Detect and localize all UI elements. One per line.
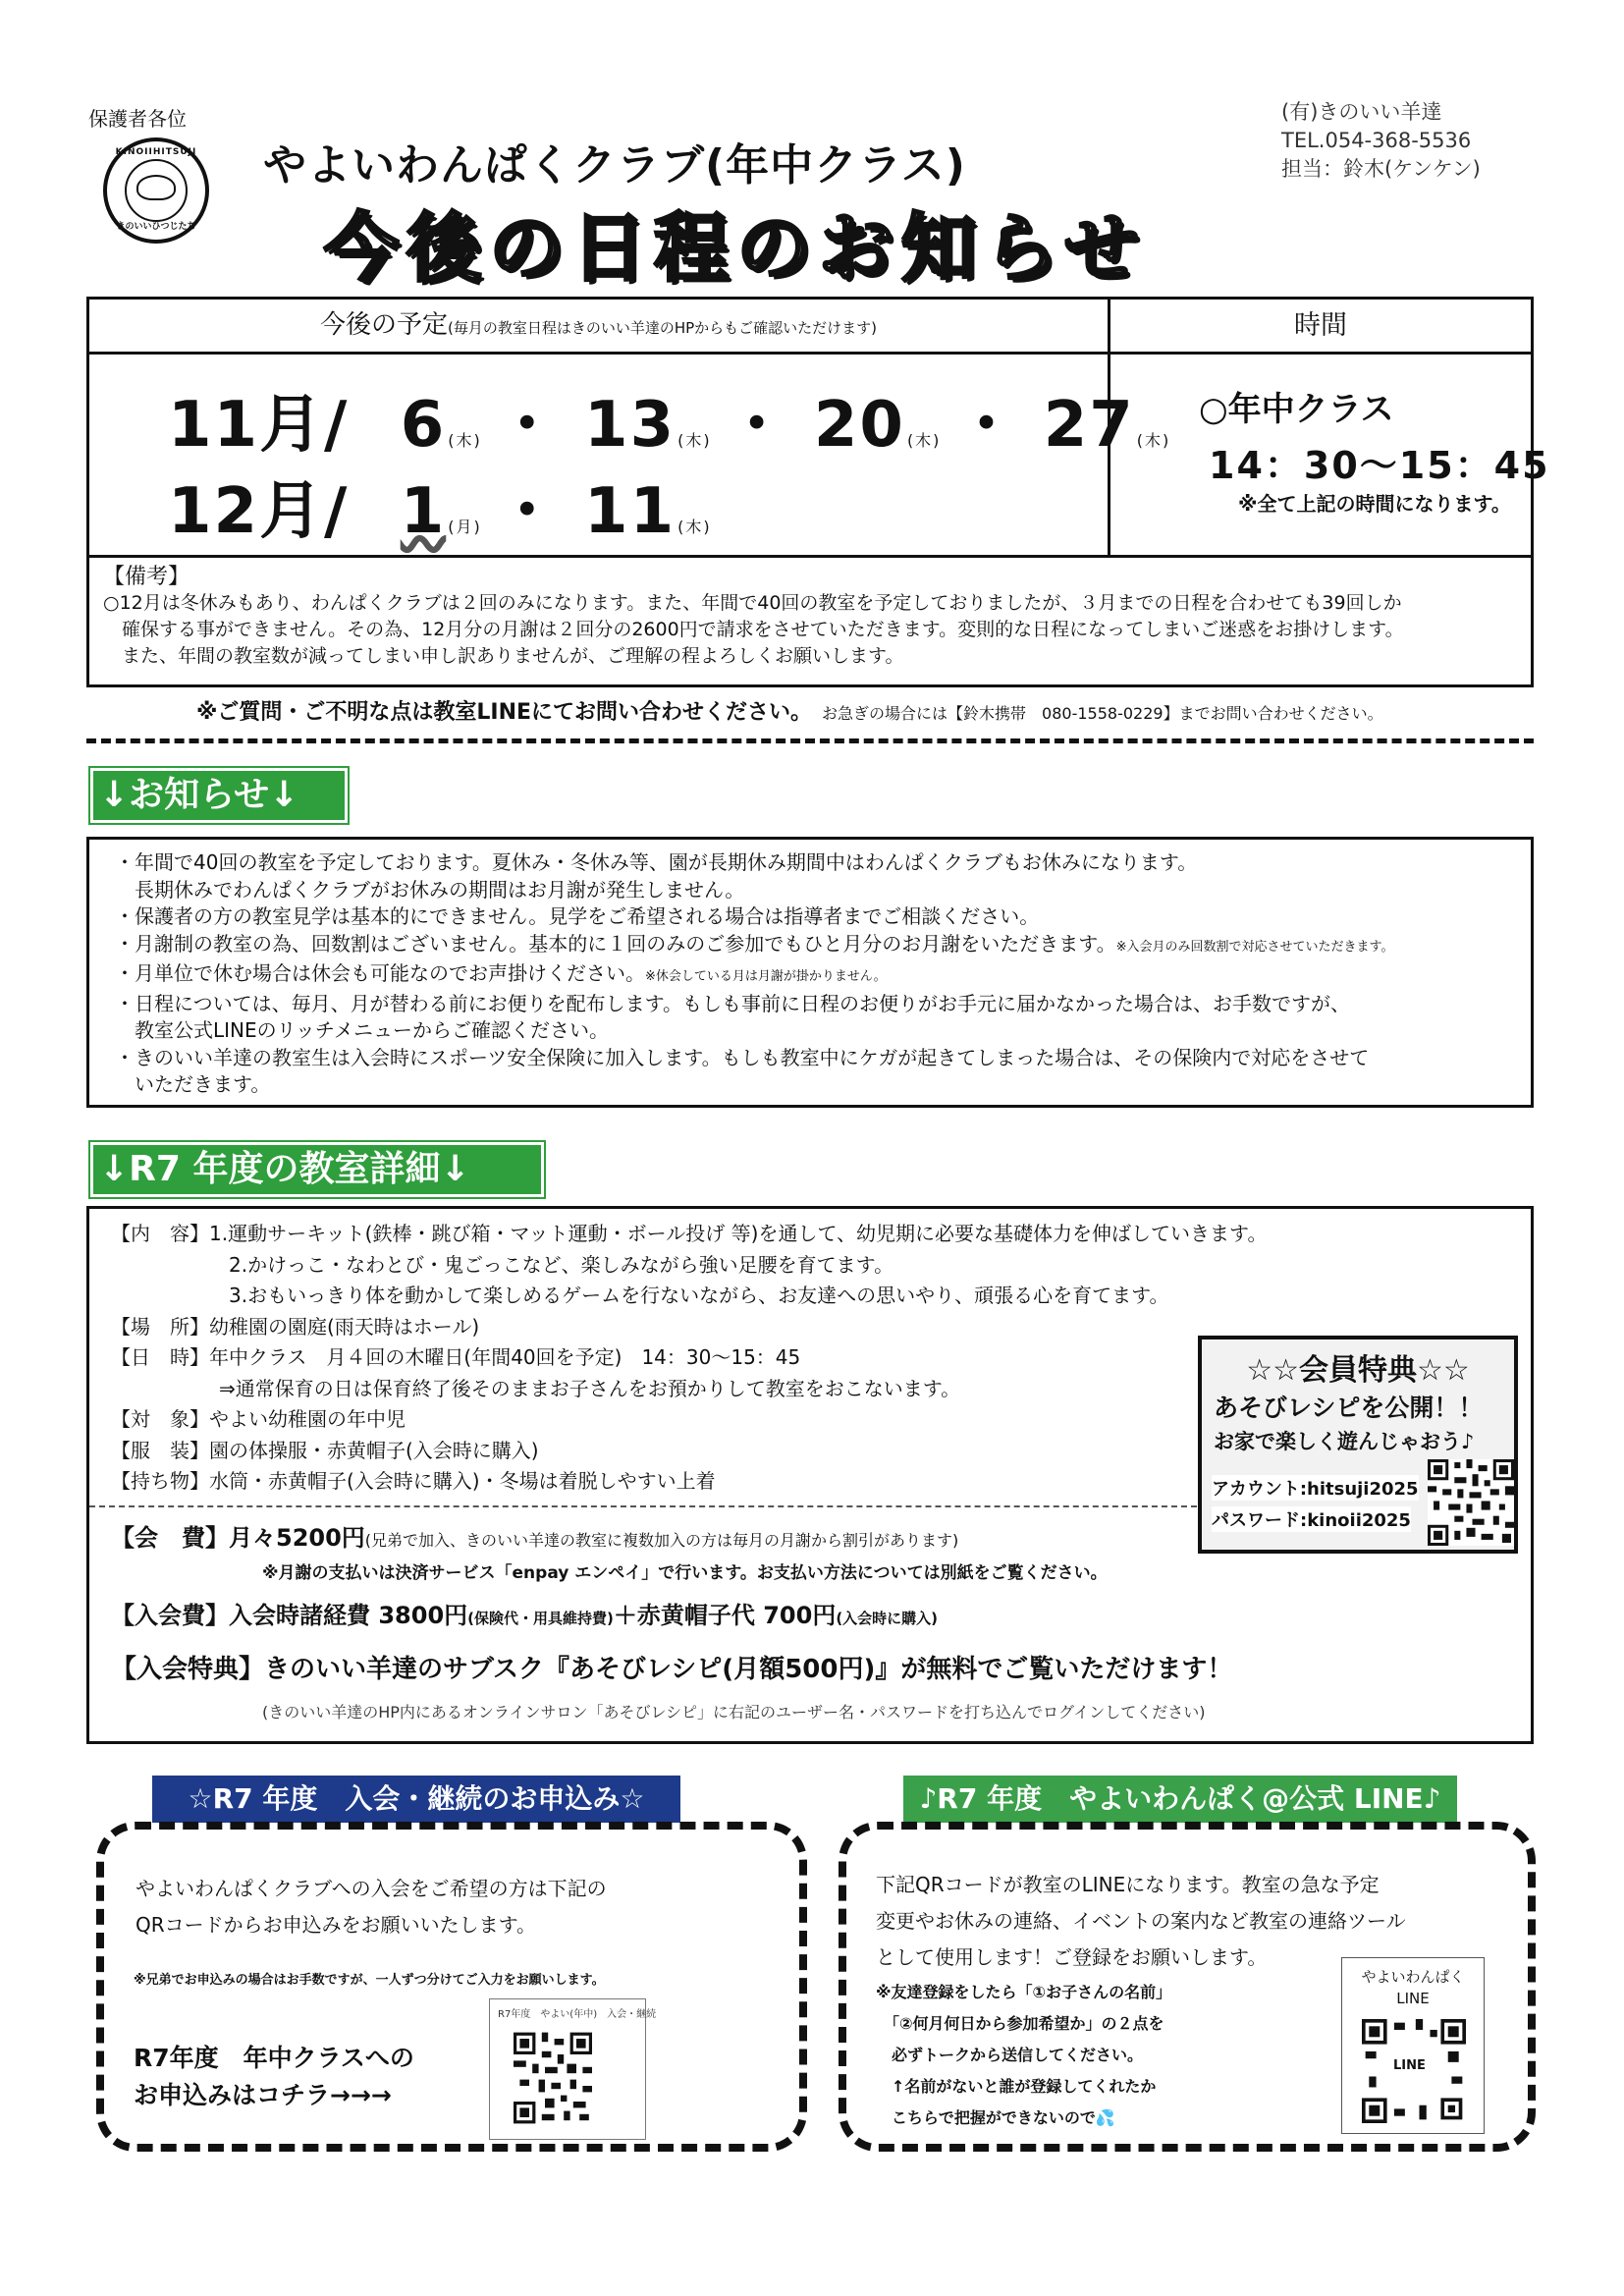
details-line: 【持ち物】水筒・赤黄帽子(入会時に購入)・冬場は着脱しやすい上着	[111, 1469, 716, 1493]
notice-line: 長期休みでわんぱくクラブがお休みの期間はお月謝が発生しません。	[115, 877, 745, 902]
contact-note	[196, 695, 1383, 726]
date-dow: (木)	[906, 431, 942, 450]
fee-line	[111, 1521, 958, 1558]
benefit-subtitle: お家で楽しく遊んじゃおう♪	[1214, 1430, 1475, 1453]
class-time: 14：30〜15：45	[1209, 444, 1550, 487]
date-day: 27	[1043, 389, 1135, 462]
date-dow: (木)	[1136, 431, 1171, 450]
details-line: 2.かけっこ・なわとび・鬼ごっこなど、楽しみながら強い足腰を育てます。	[229, 1252, 894, 1277]
benefit-title: ☆☆会員特典☆☆	[1246, 1353, 1470, 1388]
entry-fee-note: (入会時に購入)	[836, 1610, 939, 1627]
line-note-line: こちらで把握ができないので💦	[876, 2108, 1115, 2127]
apply-cta	[134, 2040, 414, 2114]
fee-note: ※月謝の支払いは決済サービス「enpay エンペイ」で行います。お支払い方法については別紙をご覧ください。	[262, 1563, 1108, 1583]
club-logo	[103, 137, 209, 244]
entry-benefit: 【入会特典】きのいい羊達のサブスク『あそびレシピ(月額500円)』が無料でご覧いただけます！	[111, 1655, 1233, 1684]
date-dow: (木)	[448, 431, 482, 450]
details-line: 【内 容】1.運動サーキット(鉄棒・跳び箱・マット運動・ボール投げ 等)を通して、幼児期に必要な基礎体力を伸ばしていきます。	[111, 1222, 1268, 1245]
remarks-line: ○12月は冬休みもあり、わんぱくクラブは２回のみになります。また、年間で40回の教室を予定しておりましたが、３月までの日程を合わせても39回しか	[103, 592, 1402, 614]
apply-cta-line: R7年度 年中クラスへの	[134, 2044, 414, 2072]
date-day: 11	[584, 475, 677, 548]
details-line: 【日 時】年中クラス 月４回の木曜日(年間40回を予定) 14：30〜15：45	[111, 1345, 801, 1369]
line-text-line: 変更やお休みの連絡、イベントの案内など教室の連絡ツール	[876, 1909, 1406, 1933]
dec-month: 12月/	[168, 475, 350, 548]
benefit-account: アカウント:hitsuji2025	[1212, 1475, 1419, 1501]
date-dow: (月)	[448, 518, 482, 536]
remarks-line: 確保する事ができません。その為、12月分の月謝は２回分の2600円で請求をさせていただきます。変則的な日程になってしまいご迷惑をお掛けします。	[103, 619, 1404, 640]
company-info	[1281, 98, 1481, 184]
time-cell	[1110, 355, 1550, 555]
date-dow: (木)	[677, 431, 712, 450]
line-qr-card[interactable]	[1341, 1957, 1485, 2134]
notice-tag: ↓お知らせ↓	[90, 768, 348, 823]
date-day: 13	[584, 389, 677, 462]
notice-line-with-note	[115, 931, 1505, 961]
notice-line: ・月単位で休む場合は休会も可能なのでお声掛けください。	[115, 961, 645, 985]
details-content	[111, 1219, 1267, 1498]
date-separator: ・	[495, 389, 561, 462]
december-dates	[168, 461, 726, 551]
member-benefit-card	[1198, 1336, 1518, 1554]
qr-code-icon[interactable]	[1428, 1457, 1514, 1548]
schedule-header-label: 今後の予定	[319, 310, 448, 340]
contact-person: 担当：鈴木(ケンケン)	[1281, 157, 1481, 181]
page-title: 今後の日程のお知らせ	[324, 204, 1147, 292]
notice-line: いただきます。	[115, 1072, 271, 1096]
date-day: 1	[400, 475, 447, 548]
notice-small-note: ※入会月のみ回数割で対応させていただきます。	[1115, 939, 1394, 955]
qr-label: R7年度 やよい(年中) 入会・継続	[498, 2009, 657, 2020]
line-note	[876, 1977, 1171, 2134]
dates-cell	[89, 355, 1171, 555]
line-note-line: ↑名前がないと誰が登録してくれたか	[876, 2077, 1157, 2096]
line-tag: ♪R7 年度 やよいわんぱく@公式 LINE♪	[903, 1776, 1457, 1823]
entry-fee-hat: ＋赤黄帽子代 700円	[613, 1602, 837, 1629]
company-name: (有)きのいい羊達	[1281, 100, 1442, 124]
date-dow: (木)	[677, 518, 712, 536]
apply-line: やよいわんぱくクラブへの入会をご希望の方は下記の	[135, 1877, 607, 1900]
remarks-heading: 【備考】	[103, 565, 190, 589]
entry-fee-note: (保険代・用具維持費)	[467, 1610, 614, 1627]
fee-small: (兄弟で加入、きのいい羊達の教室に複数加入の方は毎月の月謝から割引があります)	[364, 1531, 959, 1550]
time-note: ※全て上記の時間になります。	[1238, 492, 1511, 516]
contact-urgent: お急ぎの場合には【鈴木携帯 080-1558-0229】までお問い合わせください。	[822, 704, 1383, 723]
line-note-line: 必ずトークから送信してください。	[876, 2046, 1144, 2064]
divider	[89, 1505, 1197, 1507]
apply-line: QRコードからお申込みをお願いいたします。	[135, 1913, 537, 1937]
benefit-subtitle: あそびレシピを公開！！	[1214, 1394, 1484, 1422]
schedule-header-note: (毎月の教室日程はきのいい羊達のHPからもご確認いただけます)	[447, 319, 878, 337]
details-tag: ↓R7 年度の教室詳細↓	[90, 1142, 544, 1197]
notice-line: ・月謝制の教室の為、回数割はございません。基本的に１回のみのご参加でもひと月分のお月謝をいただきます。	[115, 931, 1116, 956]
apply-qr-card[interactable]	[489, 1998, 657, 2140]
line-text-line: 下記QRコードが教室のLINEになります。教室の急な予定	[876, 1873, 1380, 1896]
notice-line: ・日程については、毎月、月が替わる前にお便りを配布します。もしも事前に日程のお便りがお手元に届かなかった場合は、お手数ですが、	[115, 991, 1350, 1015]
line-qr-title	[1342, 1966, 1484, 2009]
contact-main: ※ご質問・ご不明な点は教室LINEにてお問い合わせください。	[196, 700, 813, 725]
entry-benefit-note: (きのいい羊達のHP内にあるオンラインサロン「あそびレシピ」に右記のユーザー名・パスワードを打ち込んでログインしてください)	[262, 1703, 1206, 1722]
details-line: 3.おもいっきり体を動かして楽しめるゲームを行ないながら、お友達への思いやり、頑張る心を育てます。	[229, 1284, 1169, 1307]
divider	[86, 738, 1534, 743]
apply-tag: ☆R7 年度 入会・継続のお申込み☆	[152, 1776, 680, 1823]
notice-box	[86, 837, 1534, 1108]
remarks-line: また、年間の教室数が減ってしまい申し訳ありませんが、ご理解の程よろしくお願いします。	[103, 645, 904, 667]
line-logo-icon: LINE	[1393, 2058, 1426, 2073]
line-qr-title-line: LINE	[1396, 1990, 1430, 2007]
line-box	[839, 1822, 1536, 2152]
notice-line: ・年間で40回の教室を予定しております。夏休み・冬休み等、園が長期休み期間中はわんぱくクラブもお休みになります。	[115, 850, 1198, 874]
time-header: 時間	[1110, 300, 1531, 355]
recipient-label: 保護者各位	[88, 107, 187, 131]
apply-text	[135, 1871, 607, 1943]
entry-fee-line	[111, 1596, 938, 1630]
apply-note: ※兄弟でお申込みの場合はお手数ですが、一人ずつ分けてご入力をお願いします。	[134, 1973, 605, 1988]
date-separator: ・	[495, 475, 561, 548]
line-note-line: 「②何月何日から参加希望か」の２点を	[876, 2014, 1164, 2033]
details-line: 【対 象】やよい幼稚園の年中児	[111, 1407, 406, 1431]
qr-code-icon[interactable]	[514, 2029, 592, 2127]
notice-line-with-note	[115, 960, 1505, 991]
notice-small-note: ※休会している月は月謝が掛かりません。	[645, 969, 887, 984]
benefit-password: パスワード:kinoii2025	[1212, 1506, 1411, 1532]
entry-fee: 【入会費】入会時諸経費 3800円	[111, 1602, 468, 1629]
details-line: 【服 装】園の体操服・赤黄帽子(入会時に購入)	[111, 1438, 539, 1462]
company-tel: TEL.054-368-5536	[1281, 129, 1472, 152]
club-title: やよいわんぱくクラブ(年中クラス)	[263, 140, 966, 191]
line-text	[876, 1867, 1406, 1976]
apply-box	[96, 1822, 807, 2152]
logo-text-bottom: きのいいひつじたち	[116, 222, 196, 232]
date-separator: ・	[725, 389, 790, 462]
line-qr-title-line: やよいわんぱく	[1361, 1968, 1465, 1986]
date-separator: ・	[954, 389, 1020, 462]
line-text-line: として使用します！ご登録をお願いします。	[876, 1945, 1268, 1969]
fee-label: 【会 費】月々5200円	[111, 1524, 365, 1552]
notice-line: ・きのいい羊達の教室生は入会時にスポーツ安全保険に加入します。もしも教室中にケガが起きてしまった場合は、その保険内で対応をさせて	[115, 1045, 1370, 1069]
notice-line: 教室公式LINEのリッチメニューからご確認ください。	[115, 1018, 610, 1042]
schedule-table	[86, 297, 1550, 558]
details-line: 【場 所】幼稚園の園庭(雨天時はホール)	[111, 1314, 480, 1339]
remarks-box	[86, 558, 1534, 687]
notice-line: ・保護者の方の教室見学は基本的にできません。見学をご希望される場合は指導者までご相談ください。	[115, 904, 1040, 928]
logo-text-top: KINOIIHITSUJI	[115, 147, 197, 157]
november-dates	[168, 374, 1184, 465]
apply-cta-line: お申込みはコチラ→→→	[134, 2081, 392, 2109]
sheep-face-icon	[136, 175, 176, 200]
class-name: ○年中クラス	[1199, 390, 1394, 429]
nov-month: 11月/	[168, 389, 350, 462]
details-line: ⇒通常保育の日は保育終了後そのままお子さんをお預かりして教室をおこないます。	[219, 1376, 961, 1400]
line-note-line: ※友達登録をしたら「①お子さんの名前」	[876, 1983, 1172, 2001]
date-day: 20	[813, 389, 905, 462]
date-day: 6	[400, 389, 447, 462]
schedule-header	[89, 300, 1110, 355]
